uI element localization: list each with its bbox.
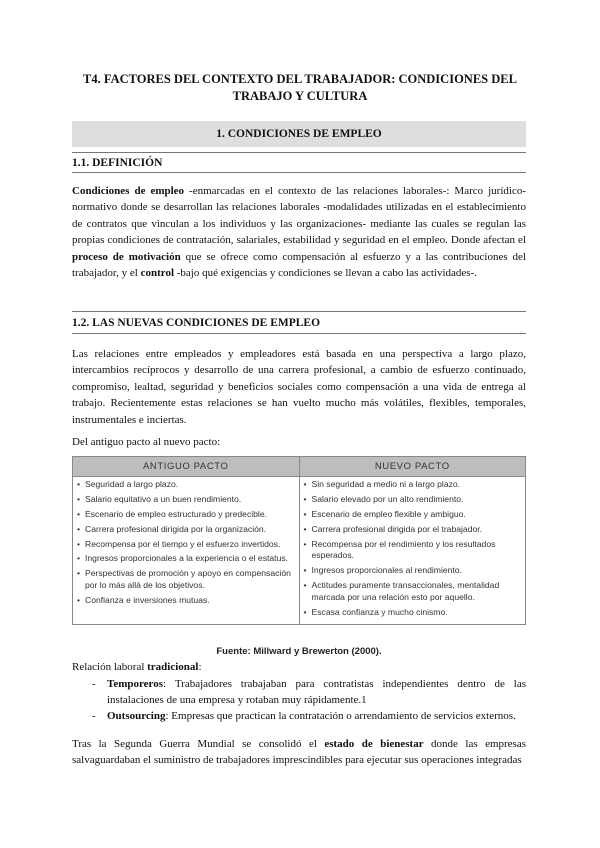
list-item: • Perspectivas de promoción y apoyo en compensación por lo más allá de los objetivos. — [77, 568, 295, 591]
old-pact-header: ANTIGUO PACTO — [73, 457, 300, 477]
list-item: • Actitudes puramente transaccionales, mentalidad marcada por una relación esto por aquello. — [304, 580, 522, 603]
list-item: • Escenario de empleo estructurado y predecible. — [77, 509, 295, 521]
list-item: • Salario equitativo a un buen rendimiento. — [77, 494, 295, 506]
term-control: control — [140, 267, 174, 280]
term-condiciones-empleo: Condiciones de empleo — [72, 185, 185, 197]
pact-intro: Del antiguo pacto al nuevo pacto: — [72, 436, 221, 448]
relacion-laboral-label: Relación laboral tradicional: — [72, 661, 202, 673]
list-item: • Seguridad a largo plazo. — [77, 479, 295, 491]
list-item: • Carrera profesional dirigida por el trabajador. — [304, 524, 522, 536]
table-source: Fuente: Millward y Brewerton (2000). — [216, 646, 382, 657]
new-pact-column — [299, 477, 526, 625]
list-item-temporeros: - Temporeros: Trabajadores trabajaban para contratistas independientes dentro de las instalaciones de una empresa y rotaban muy rápidamente.1 — [92, 678, 526, 706]
term-proceso-motivacion: proceso de motivación — [72, 250, 181, 263]
divider — [72, 311, 526, 312]
list-item: • Salario elevado por un alto rendimiento. — [304, 494, 522, 506]
pact-comparison-table — [72, 456, 526, 625]
subsection-heading-definicion: 1.1. DEFINICIÓN — [72, 157, 163, 169]
relations-paragraph: Las relaciones entre empleados y empleadores está basada en una perspectiva a largo plazo, intercambios recíprocos y desarrollo de una carrera profesional, a cambio de esfuerzo continuado, compromiso, lealtad, seguridad y beneficios sociales como compensación a una vida de entrega al trabajo. Recientemente estas relaciones se han vuelto mucho más volátiles, flexibles, temporales, instrumentales e inciertas. — [72, 348, 526, 426]
subsection-heading-nuevas-condiciones: 1.2. LAS NUEVAS CONDICIONES DE EMPLEO — [72, 317, 321, 329]
list-item: • Escasa confianza y mucho cinismo. — [304, 607, 522, 619]
divider — [72, 333, 526, 334]
term-estado-bienestar: estado de bienestar — [324, 738, 424, 750]
final-paragraph: Tras la Segunda Guerra Mundial se consolidó el estado de bienestar donde las empresas salvaguardaban el suministro de trabajadores imprescindibles para ejecutar sus operaciones integradas — [72, 738, 527, 767]
divider — [72, 152, 526, 153]
list-item: • Recompensa por el rendimiento y los resultados esperados. — [304, 539, 522, 562]
list-item: • Ingresos proporcionales al rendimiento. — [304, 565, 522, 577]
list-item: • Escenario de empleo flexible y ambiguo. — [304, 509, 522, 521]
list-item: • Ingresos proporcionales a la experiencia o el estatus. — [77, 553, 295, 565]
new-pact-header: NUEVO PACTO — [299, 457, 526, 477]
list-item: • Sin seguridad a medio ni a largo plazo. — [304, 479, 522, 491]
section-heading-1: 1. CONDICIONES DE EMPLEO — [72, 121, 526, 147]
old-pact-column — [73, 477, 300, 625]
list-item: • Recompensa por el tiempo y el esfuerzo invertidos. — [77, 539, 295, 551]
list-item: • Carrera profesional dirigida por la organización. — [77, 524, 295, 536]
definition-paragraph: Condiciones de empleo -enmarcadas en el contexto de las relaciones laborales-: Marco jurídico-normativo donde se desarrollan las relaciones laborales -modalidades utilizadas en el establecimiento de contratos que vinculan a los individuos y las organizaciones- mediante las cuales se regulan las propias condiciones de contratación, salariales, estabilidad y seguridad en el empleo. Donde afectan el proceso de motivación que se ofrece como compensación al esfuerzo y a las contribuciones del trabajador, y el control -bajo qué exigencias y condiciones se llevan a cabo las actividades-. — [72, 185, 527, 280]
list-item-outsourcing: - Outsourcing: Empresas que practican la contratación o arrendamiento de servicios externos. — [92, 710, 516, 722]
document-title: T4. FACTORES DEL CONTEXTO DEL TRABAJADOR: CONDICIONES DEL TRABAJO Y CULTURA — [83, 72, 517, 103]
list-item: • Confianza e inversiones mutuas. — [77, 595, 295, 607]
divider — [72, 172, 526, 173]
